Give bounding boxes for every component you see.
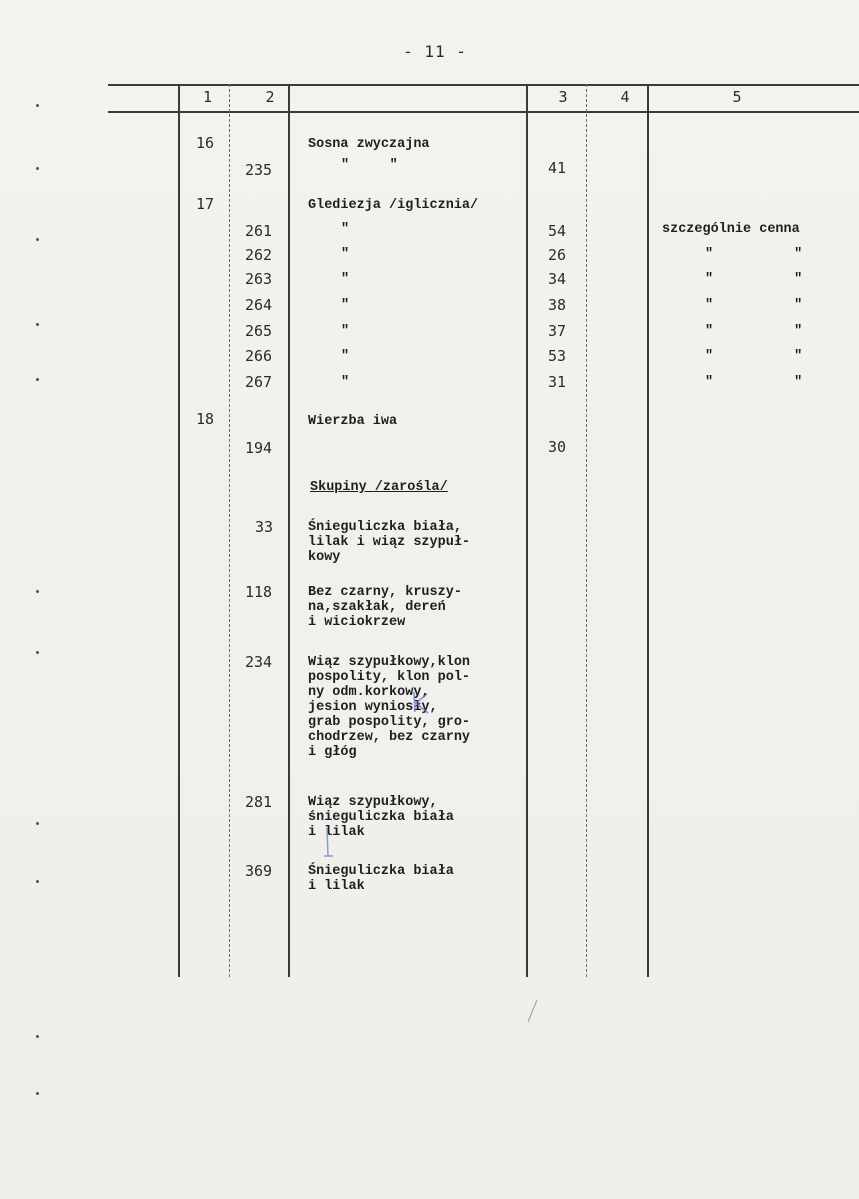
group-number: 281 — [245, 793, 273, 811]
handwritten-correction-mark — [410, 690, 432, 716]
group-description: Śnieguliczka biała i lilak — [308, 864, 454, 894]
measurement-value: 37 — [548, 322, 567, 340]
group-number: 33 — [255, 518, 274, 536]
species-name: Glediezja /iglicznia/ — [308, 198, 479, 213]
column-divider — [229, 84, 230, 977]
ditto-mark: " — [341, 298, 350, 313]
ditto-mark: " — [341, 375, 350, 390]
measurement-value: 34 — [548, 270, 567, 288]
table-top-rule — [108, 84, 859, 86]
group-description: Wiąz szypułkowy, śnieguliczka biała i lilak — [308, 795, 454, 840]
section-title: Skupiny /zarośla/ — [310, 480, 448, 495]
tree-number: 263 — [245, 270, 273, 288]
species-number: 17 — [196, 195, 215, 213]
ditto-mark: " — [341, 222, 350, 237]
tree-number: 261 — [245, 222, 273, 240]
remark-ditto: " " — [705, 375, 803, 390]
remark-ditto: " " — [705, 324, 803, 339]
header-col-3: 3 — [558, 88, 568, 106]
tree-number: 265 — [245, 322, 273, 340]
tree-number: 266 — [245, 347, 273, 365]
column-divider — [178, 84, 180, 977]
measurement-value: 54 — [548, 222, 567, 240]
margin-dot — [36, 238, 39, 241]
margin-dot — [36, 323, 39, 326]
group-description: Bez czarny, kruszy- na,szakłak, dereń i wiciokrzew — [308, 585, 462, 630]
tree-number: 264 — [245, 296, 273, 314]
remark-ditto: " " — [705, 247, 803, 262]
measurement-value: 38 — [548, 296, 567, 314]
header-col-4: 4 — [620, 88, 630, 106]
column-divider — [526, 84, 528, 977]
pencil-stroke — [525, 998, 539, 1024]
margin-dot — [36, 1092, 39, 1095]
remark: szczególnie cenna — [662, 222, 800, 237]
margin-dot — [36, 590, 39, 593]
species-number: 18 — [196, 410, 215, 428]
header-col-5: 5 — [732, 88, 742, 106]
tree-number: 194 — [245, 439, 273, 457]
margin-dot — [36, 651, 39, 654]
group-description: Wiąz szypułkowy,klon pospolity, klon pol- ny odm.korkowy, jesion wyniosły, grab pospolity, gro- chodrzew, bez czarny i głóg — [308, 655, 471, 760]
column-divider — [647, 84, 649, 977]
margin-dot — [36, 167, 39, 170]
measurement-value: 41 — [548, 159, 567, 177]
species-name: Wierzba iwa — [308, 414, 398, 429]
column-divider — [586, 84, 587, 977]
species-number: 16 — [196, 134, 215, 152]
margin-dot — [36, 104, 39, 107]
handwritten-correction-mark — [318, 826, 338, 860]
measurement-value: 30 — [548, 438, 567, 456]
group-description: Śnieguliczka biała, lilak i wiąz szypuł- kowy — [308, 520, 471, 565]
remark-ditto: " " — [705, 298, 803, 313]
ditto-mark: " — [341, 247, 350, 262]
ditto-mark: " " — [341, 158, 398, 173]
ditto-mark: " — [341, 324, 350, 339]
tree-number: 262 — [245, 246, 273, 264]
remark-ditto: " " — [705, 349, 803, 364]
margin-dot — [36, 378, 39, 381]
measurement-value: 31 — [548, 373, 567, 391]
group-number: 118 — [245, 583, 273, 601]
measurement-value: 53 — [548, 347, 567, 365]
group-number: 234 — [245, 653, 273, 671]
ditto-mark: " — [341, 272, 350, 287]
margin-dot — [36, 1035, 39, 1038]
ditto-mark: " — [341, 349, 350, 364]
margin-dot — [36, 822, 39, 825]
remark-ditto: " " — [705, 272, 803, 287]
table-header-rule — [108, 111, 859, 113]
header-col-2: 2 — [265, 88, 275, 106]
species-name: Sosna zwyczajna — [308, 137, 430, 152]
tree-number: 235 — [245, 161, 273, 179]
margin-dot — [36, 880, 39, 883]
page-number: - 11 - — [403, 42, 467, 61]
measurement-value: 26 — [548, 246, 567, 264]
group-number: 369 — [245, 862, 273, 880]
header-col-1: 1 — [202, 88, 213, 106]
tree-number: 267 — [245, 373, 273, 391]
column-divider — [288, 84, 290, 977]
